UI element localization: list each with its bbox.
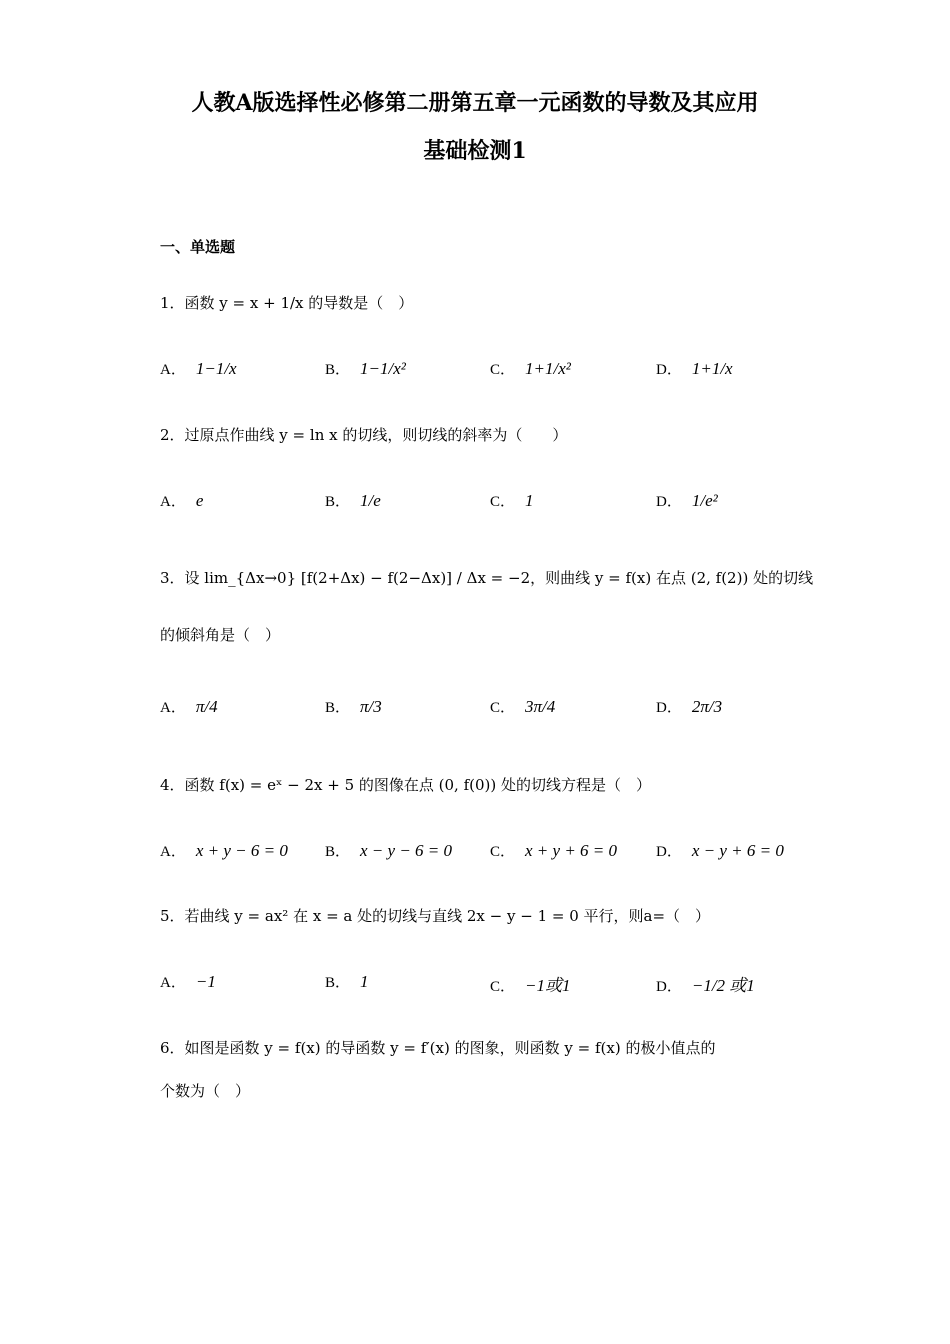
question-6-stem-line-1: 6．如图是函数 y = f(x) 的导函数 y = f′(x) 的图象，则函数 y = f(x) 的极小值点的 [160, 1039, 716, 1057]
question-6-stem-line-2: 个数为（ ） [160, 1082, 251, 1100]
option-b[interactable]: B． 1 [325, 972, 369, 991]
question-3-stem-line-1: 3．设 lim_{Δx→0} [f(2+Δx) − f(2−Δx)] / Δx = −2，则曲线 y = f(x) 在点 (2, f(2)) 处的切线 [160, 569, 814, 587]
section-heading: 一、单选题 [160, 238, 236, 256]
question-2-stem: 2．过原点作曲线 y = ln x 的切线，则切线的斜率为（ ） [160, 426, 568, 444]
option-d[interactable]: D． −1/2 或1 [656, 976, 755, 995]
option-d[interactable]: D． x − y + 6 = 0 [656, 841, 784, 860]
question-5-stem: 5．若曲线 y = ax² 在 x = a 处的切线与直线 2x − y − 1 = 0 平行，则a=（ ） [160, 907, 711, 925]
option-b[interactable]: B． x − y − 6 = 0 [325, 841, 453, 860]
option-d[interactable]: D． 2π/3 [656, 697, 723, 716]
option-a[interactable]: A． e [160, 491, 204, 510]
option-c[interactable]: C． 1+1/x² [490, 359, 571, 378]
document-subtitle: 基础检测1 [423, 138, 527, 164]
option-b[interactable]: B． 1/e [325, 491, 381, 510]
question-3-stem-line-2: 的倾斜角是（ ） [160, 626, 281, 644]
question-1-stem: 1．函数 y = x + 1/x 的导数是（ ） [160, 294, 414, 312]
option-a[interactable]: A． 1−1/x [160, 359, 237, 378]
option-a[interactable]: A． −1 [160, 972, 216, 991]
question-4-stem: 4．函数 f(x) = eˣ − 2x + 5 的图像在点 (0, f(0)) 处的切线方程是（ ） [160, 776, 652, 794]
option-c[interactable]: C． 3π/4 [490, 697, 556, 716]
option-d[interactable]: D． 1/e² [656, 491, 718, 510]
option-b[interactable]: B． π/3 [325, 697, 382, 716]
option-c[interactable]: C． −1或1 [490, 976, 571, 995]
option-d[interactable]: D． 1+1/x [656, 359, 733, 378]
document-title: 人教A版选择性必修第二册第五章一元函数的导数及其应用 [191, 90, 759, 116]
option-b[interactable]: B． 1−1/x² [325, 359, 406, 378]
option-c[interactable]: C． 1 [490, 491, 534, 510]
option-c[interactable]: C． x + y + 6 = 0 [490, 841, 618, 860]
option-a[interactable]: A． π/4 [160, 697, 218, 716]
option-a[interactable]: A． x + y − 6 = 0 [160, 841, 288, 860]
